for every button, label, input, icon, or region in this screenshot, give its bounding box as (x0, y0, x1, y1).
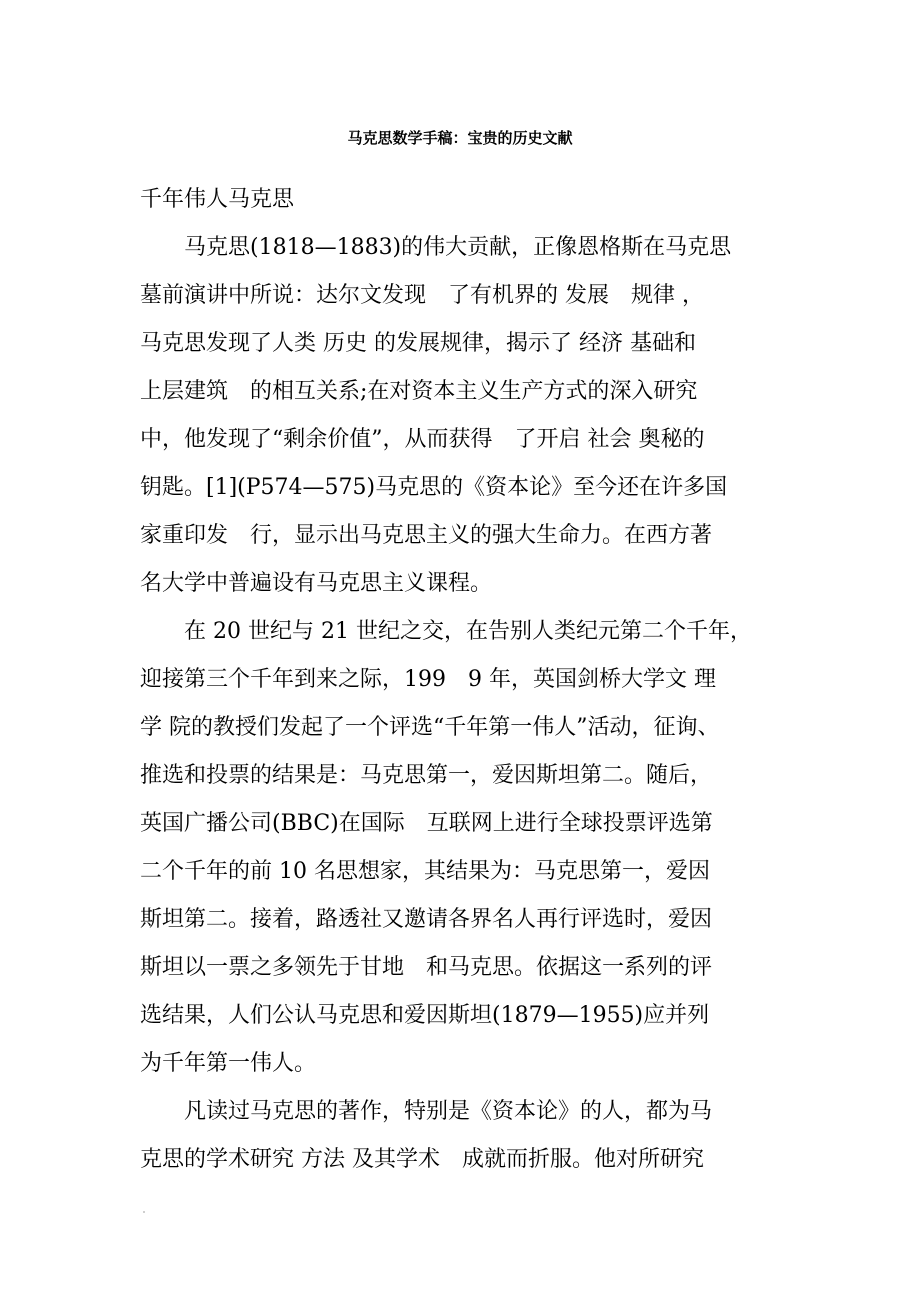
paragraph-1-line-2: 墓前演讲中所说：达尔文发现 了有机界的 发展 规律 ， (140, 283, 704, 308)
paragraph-1-line-8: 名大学中普遍设有马克思主义课程。 (140, 571, 493, 596)
page-speck (143, 1211, 145, 1213)
paragraph-2-line-8: 斯坦以一票之多领先于甘地 和马克思。依据这一系列的评 (140, 955, 713, 980)
paragraph-2-line-9: 选结果，人们公认马克思和爱因斯坦(1879—1955)应并列 (140, 1003, 710, 1028)
paragraph-2-line-4: 推选和投票的结果是：马克思第一，爱因斯坦第二。随后， (140, 763, 713, 788)
paragraph-1-line-5: 中，他发现了“剩余价值”，从而获得 了开启 社会 奥秘的 (140, 427, 705, 452)
paragraph-1-line-1: 马克思(1818—1883)的伟大贡献，正像恩格斯在马克思 (184, 235, 732, 260)
paragraph-3-line-2: 克思的学术研究 方法 及其学术 成就而折服。他对所研究 (140, 1147, 704, 1172)
paragraph-2-line-7: 斯坦第二。接着，路透社又邀请各界名人再行评选时，爱因 (140, 907, 713, 932)
paragraph-2-line-1: 在 20 世纪与 21 世纪之交，在告别人类纪元第二个千年， (184, 619, 752, 644)
paragraph-1-line-6: 钥匙。[1](P574—575)马克思的《资本论》至今还在许多国 (140, 475, 728, 500)
paragraph-3-line-1: 凡读过马克思的著作，特别是《资本论》的人，都为马 (184, 1099, 713, 1124)
document-title: 马克思数学手稿：宝贵的历史文献 (347, 129, 573, 147)
paragraph-1-line-3: 马克思发现了人类 历史 的发展规律，揭示了 经济 基础和 (140, 331, 696, 356)
paragraph-1-line-7: 家重印发 行，显示出马克思主义的强大生命力。在西方著 (140, 523, 713, 548)
document-subtitle: 千年伟人马克思 (140, 187, 295, 212)
paragraph-2-line-2: 迎接第三个千年到来之际，199 9 年，英国剑桥大学文 理 (140, 667, 716, 692)
paragraph-2-line-3: 学 院的教授们发起了一个评选“千年第一伟人”活动，征询、 (140, 715, 720, 740)
paragraph-1-line-4: 上层建筑 的相互关系;在对资本主义生产方式的深入研究 (140, 379, 698, 404)
paragraph-2-line-10: 为千年第一伟人。 (140, 1051, 317, 1076)
paragraph-2-line-6: 二个千年的前 10 名思想家，其结果为：马克思第一，爱因 (140, 859, 710, 884)
paragraph-2-line-5: 英国广播公司(BBC)在国际 互联网上进行全球投票评选第 (140, 811, 713, 836)
